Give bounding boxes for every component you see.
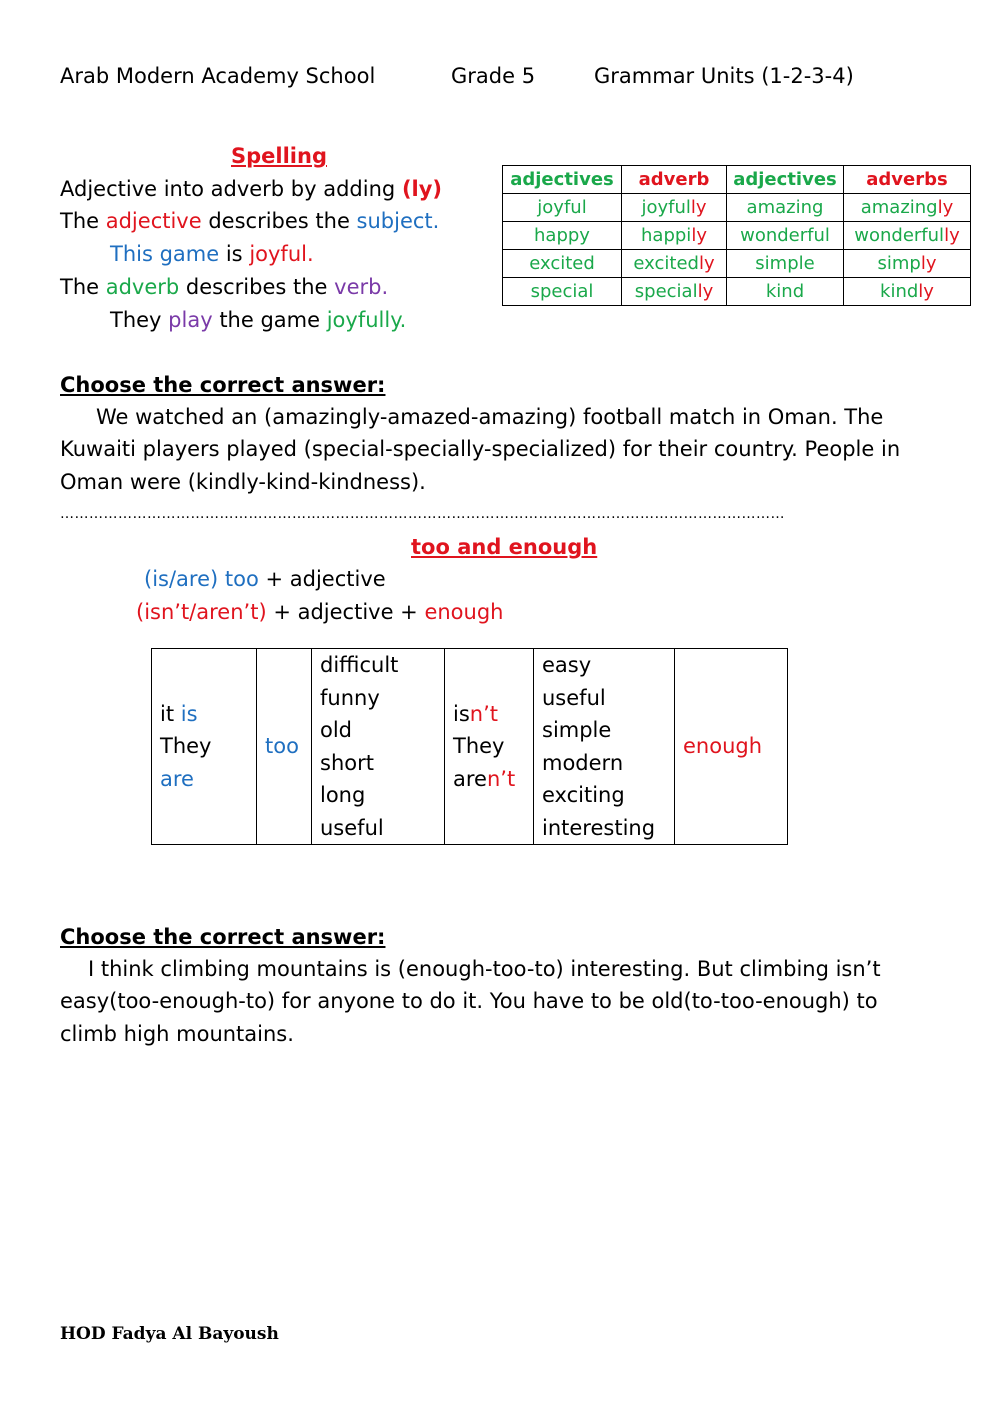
keyword-adverb: adverb <box>105 275 180 299</box>
text: The <box>60 275 106 299</box>
adverb-cell: happily <box>622 222 727 250</box>
example-verb: play <box>168 308 213 332</box>
adjectives-b-cell: easy useful simple modern exciting interesting <box>534 649 675 845</box>
subjects-negative-cell: isn’t They aren’t <box>445 649 534 845</box>
exercise-2-line: climb high mountains. <box>60 1022 294 1046</box>
text: . <box>381 275 389 299</box>
rule-verb: (is/are) <box>144 567 219 591</box>
adjective-cell: excited <box>503 250 622 278</box>
enough-rule <box>136 600 503 624</box>
units-label: Grammar Units (1-2-3-4) <box>594 64 854 88</box>
header-adverbs: adverbs <box>844 166 971 194</box>
example-adverb: joyfully. <box>326 308 407 332</box>
exercise-2-line: I think climbing mountains is (enough-too-to) interesting. But climbing isn’t <box>88 957 881 981</box>
adjective-cell: amazing <box>727 194 844 222</box>
adjective-cell: wonderful <box>727 222 844 250</box>
too-cell: too <box>257 649 312 845</box>
too-enough-title: too and enough <box>411 535 598 559</box>
rule-text: Adjective into adverb by adding <box>60 177 396 201</box>
school-name: Arab Modern Academy School <box>60 64 376 88</box>
spelling-line-adjective <box>60 209 439 233</box>
adverb-cell: kindly <box>844 278 971 306</box>
text: describes the <box>201 209 357 233</box>
spelling-title: Spelling <box>231 144 327 168</box>
exercise-1-title: Choose the correct answer: <box>60 373 386 397</box>
text: is <box>219 242 250 266</box>
keyword-verb: verb <box>334 275 382 299</box>
exercise-2-title: Choose the correct answer: <box>60 925 386 949</box>
adjective-cell: kind <box>727 278 844 306</box>
adverb-cell: specially <box>622 278 727 306</box>
too-rule <box>144 567 386 591</box>
header-adjectives: adjectives <box>727 166 844 194</box>
adjective-cell: joyful <box>503 194 622 222</box>
rule-enough: enough <box>424 600 504 624</box>
rule-verb-negative: (isn’t/aren’t) <box>136 600 267 624</box>
adjective-cell: simple <box>727 250 844 278</box>
table-row <box>503 278 971 306</box>
spelling-example-1 <box>110 242 314 266</box>
table-header-row <box>503 166 971 194</box>
table-row <box>152 649 788 845</box>
table-row <box>503 194 971 222</box>
example-adjective: joyful. <box>249 242 314 266</box>
exercise-2-line: easy(too-enough-to) for anyone to do it. You have to be old(to-too-enough) to <box>60 989 878 1013</box>
header-adverb: adverb <box>622 166 727 194</box>
footer-author: HOD Fadya Al Bayoush <box>60 1324 279 1344</box>
adverb-cell: amazingly <box>844 194 971 222</box>
keyword-subject: subject <box>356 209 433 233</box>
text: + adjective + <box>266 600 425 624</box>
text: The <box>60 209 106 233</box>
adverb-cell: simply <box>844 250 971 278</box>
exercise-1-line: We watched an (amazingly-amazed-amazing) football match in Oman. The <box>96 405 884 429</box>
text: They <box>110 308 169 332</box>
exercise-1-line: Kuwaiti players played (special-specially-specialized) for their country. People in <box>60 437 901 461</box>
adverb-cell: excitedly <box>622 250 727 278</box>
adjective-cell: happy <box>503 222 622 250</box>
divider-dots: …………………………………………………………………………………………………………………………………… <box>60 506 785 522</box>
adjective-cell: special <box>503 278 622 306</box>
keyword-adjective: adjective <box>105 209 202 233</box>
header-adjectives: adjectives <box>503 166 622 194</box>
grade-label: Grade 5 <box>451 64 536 88</box>
rule-suffix: (ly) <box>401 177 443 201</box>
adverb-cell: wonderfully <box>844 222 971 250</box>
rule-too: too <box>218 567 259 591</box>
spelling-line-adverb <box>60 275 388 299</box>
text: the game <box>212 308 327 332</box>
spelling-rule <box>60 177 442 201</box>
example-subject: This game <box>110 242 220 266</box>
spelling-example-2 <box>110 308 406 332</box>
subjects-positive-cell: it is They are <box>152 649 257 845</box>
too-enough-table <box>151 648 788 845</box>
enough-cell: enough <box>675 649 788 845</box>
text: . <box>432 209 440 233</box>
exercise-1-line: Oman were (kindly-kind-kindness). <box>60 470 426 494</box>
adverb-cell: joyfully <box>622 194 727 222</box>
table-row <box>503 222 971 250</box>
text: describes the <box>179 275 335 299</box>
text: + adjective <box>258 567 386 591</box>
table-row <box>503 250 971 278</box>
adjectives-a-cell: difficult funny old short long useful <box>312 649 445 845</box>
adjective-adverb-table <box>502 165 971 306</box>
